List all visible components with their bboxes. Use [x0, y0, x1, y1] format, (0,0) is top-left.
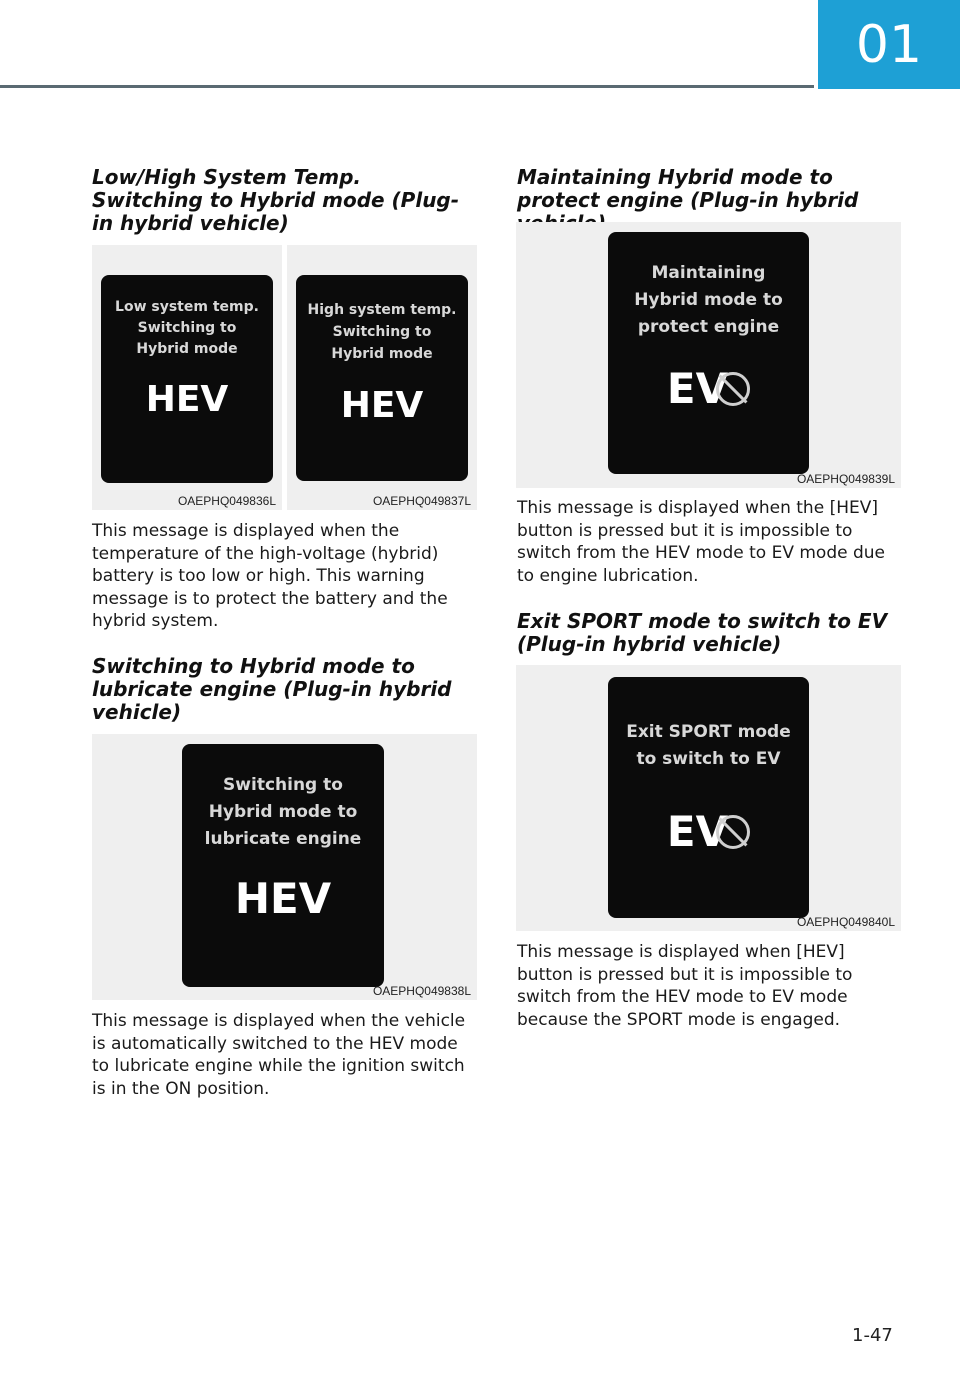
mode-indicator [608, 364, 809, 413]
section-title-maintaining: Maintaining Hybrid mode to protect engine (Plug-in hybrid [517, 165, 859, 212]
body-text-maintaining: This message is displayed when the [HEV] button is pressed but it is impossible to switch from the HEV mode to EV mode due to engine lubrication. [517, 498, 885, 586]
mode-label: HEV [234, 874, 332, 923]
header-rule [0, 85, 814, 88]
no-entry-icon [716, 372, 750, 406]
mode-label: EV [666, 807, 729, 856]
figure-maintaining [516, 222, 901, 488]
display-screen [608, 232, 809, 474]
mode-label: EV [666, 364, 729, 413]
body-text-low-high-temp: This message is displayed when the temperature of the high-voltage (hybrid) battery is too low or high. This warning message is to protect the battery and the hybrid system. [92, 521, 448, 631]
page-number: 1-47 [852, 1325, 893, 1346]
section-title-exit-sport: Exit SPORT mode to switch to EV (Plug-in hybrid vehicle) [517, 609, 888, 656]
figure-caption: OAEPHQ049836L [177, 494, 276, 508]
no-entry-icon [716, 815, 750, 849]
display-screen [182, 744, 384, 987]
screen-message: Low system temp. Switching to Hybrid mode [115, 299, 259, 357]
screen-message: Exit SPORT mode to switch to EV [626, 722, 791, 769]
display-screen [101, 275, 273, 483]
screen-message: Switching to Hybrid mode to lubricate engine [204, 775, 362, 849]
section-title-lubricate: Switching to Hybrid mode to lubricate engine (Plug-in hybrid vehicle) [92, 654, 452, 724]
figure-caption: OAEPHQ049840L [796, 915, 895, 929]
body-text-lubricate: This message is displayed when the vehicle is automatically switched to the HEV mode to lubricate engine while the ignition switch is in the ON position. [92, 1011, 466, 1099]
screen-message: High system temp. Switching to Hybrid mode [307, 302, 457, 362]
mode-indicator [608, 807, 809, 856]
figure-lubricate [92, 734, 477, 1000]
figure-caption: OAEPHQ049837L [372, 494, 471, 508]
display-screen [608, 677, 809, 918]
figure-low-temp [92, 245, 282, 510]
section-title-low-high-temp: Low/High System Temp. Switching to Hybrid mode (Plug-in hybrid vehicle) [92, 165, 460, 235]
figure-caption: OAEPHQ049839L [796, 472, 895, 486]
display-screen [296, 275, 468, 481]
figure-high-temp [287, 245, 477, 510]
figure-exit-sport [516, 665, 901, 931]
mode-label: HEV [340, 385, 424, 426]
chapter-tab: 01 [818, 0, 960, 89]
mode-label: HEV [145, 379, 229, 420]
figure-caption: OAEPHQ049838L [372, 984, 471, 998]
body-text-exit-sport: This message is displayed when [HEV] button is pressed but it is impossible to switch from the HEV mode to EV mode because the SPORT mode is engaged. [517, 942, 853, 1030]
screen-message: Maintaining Hybrid mode to protect engine [634, 263, 783, 337]
